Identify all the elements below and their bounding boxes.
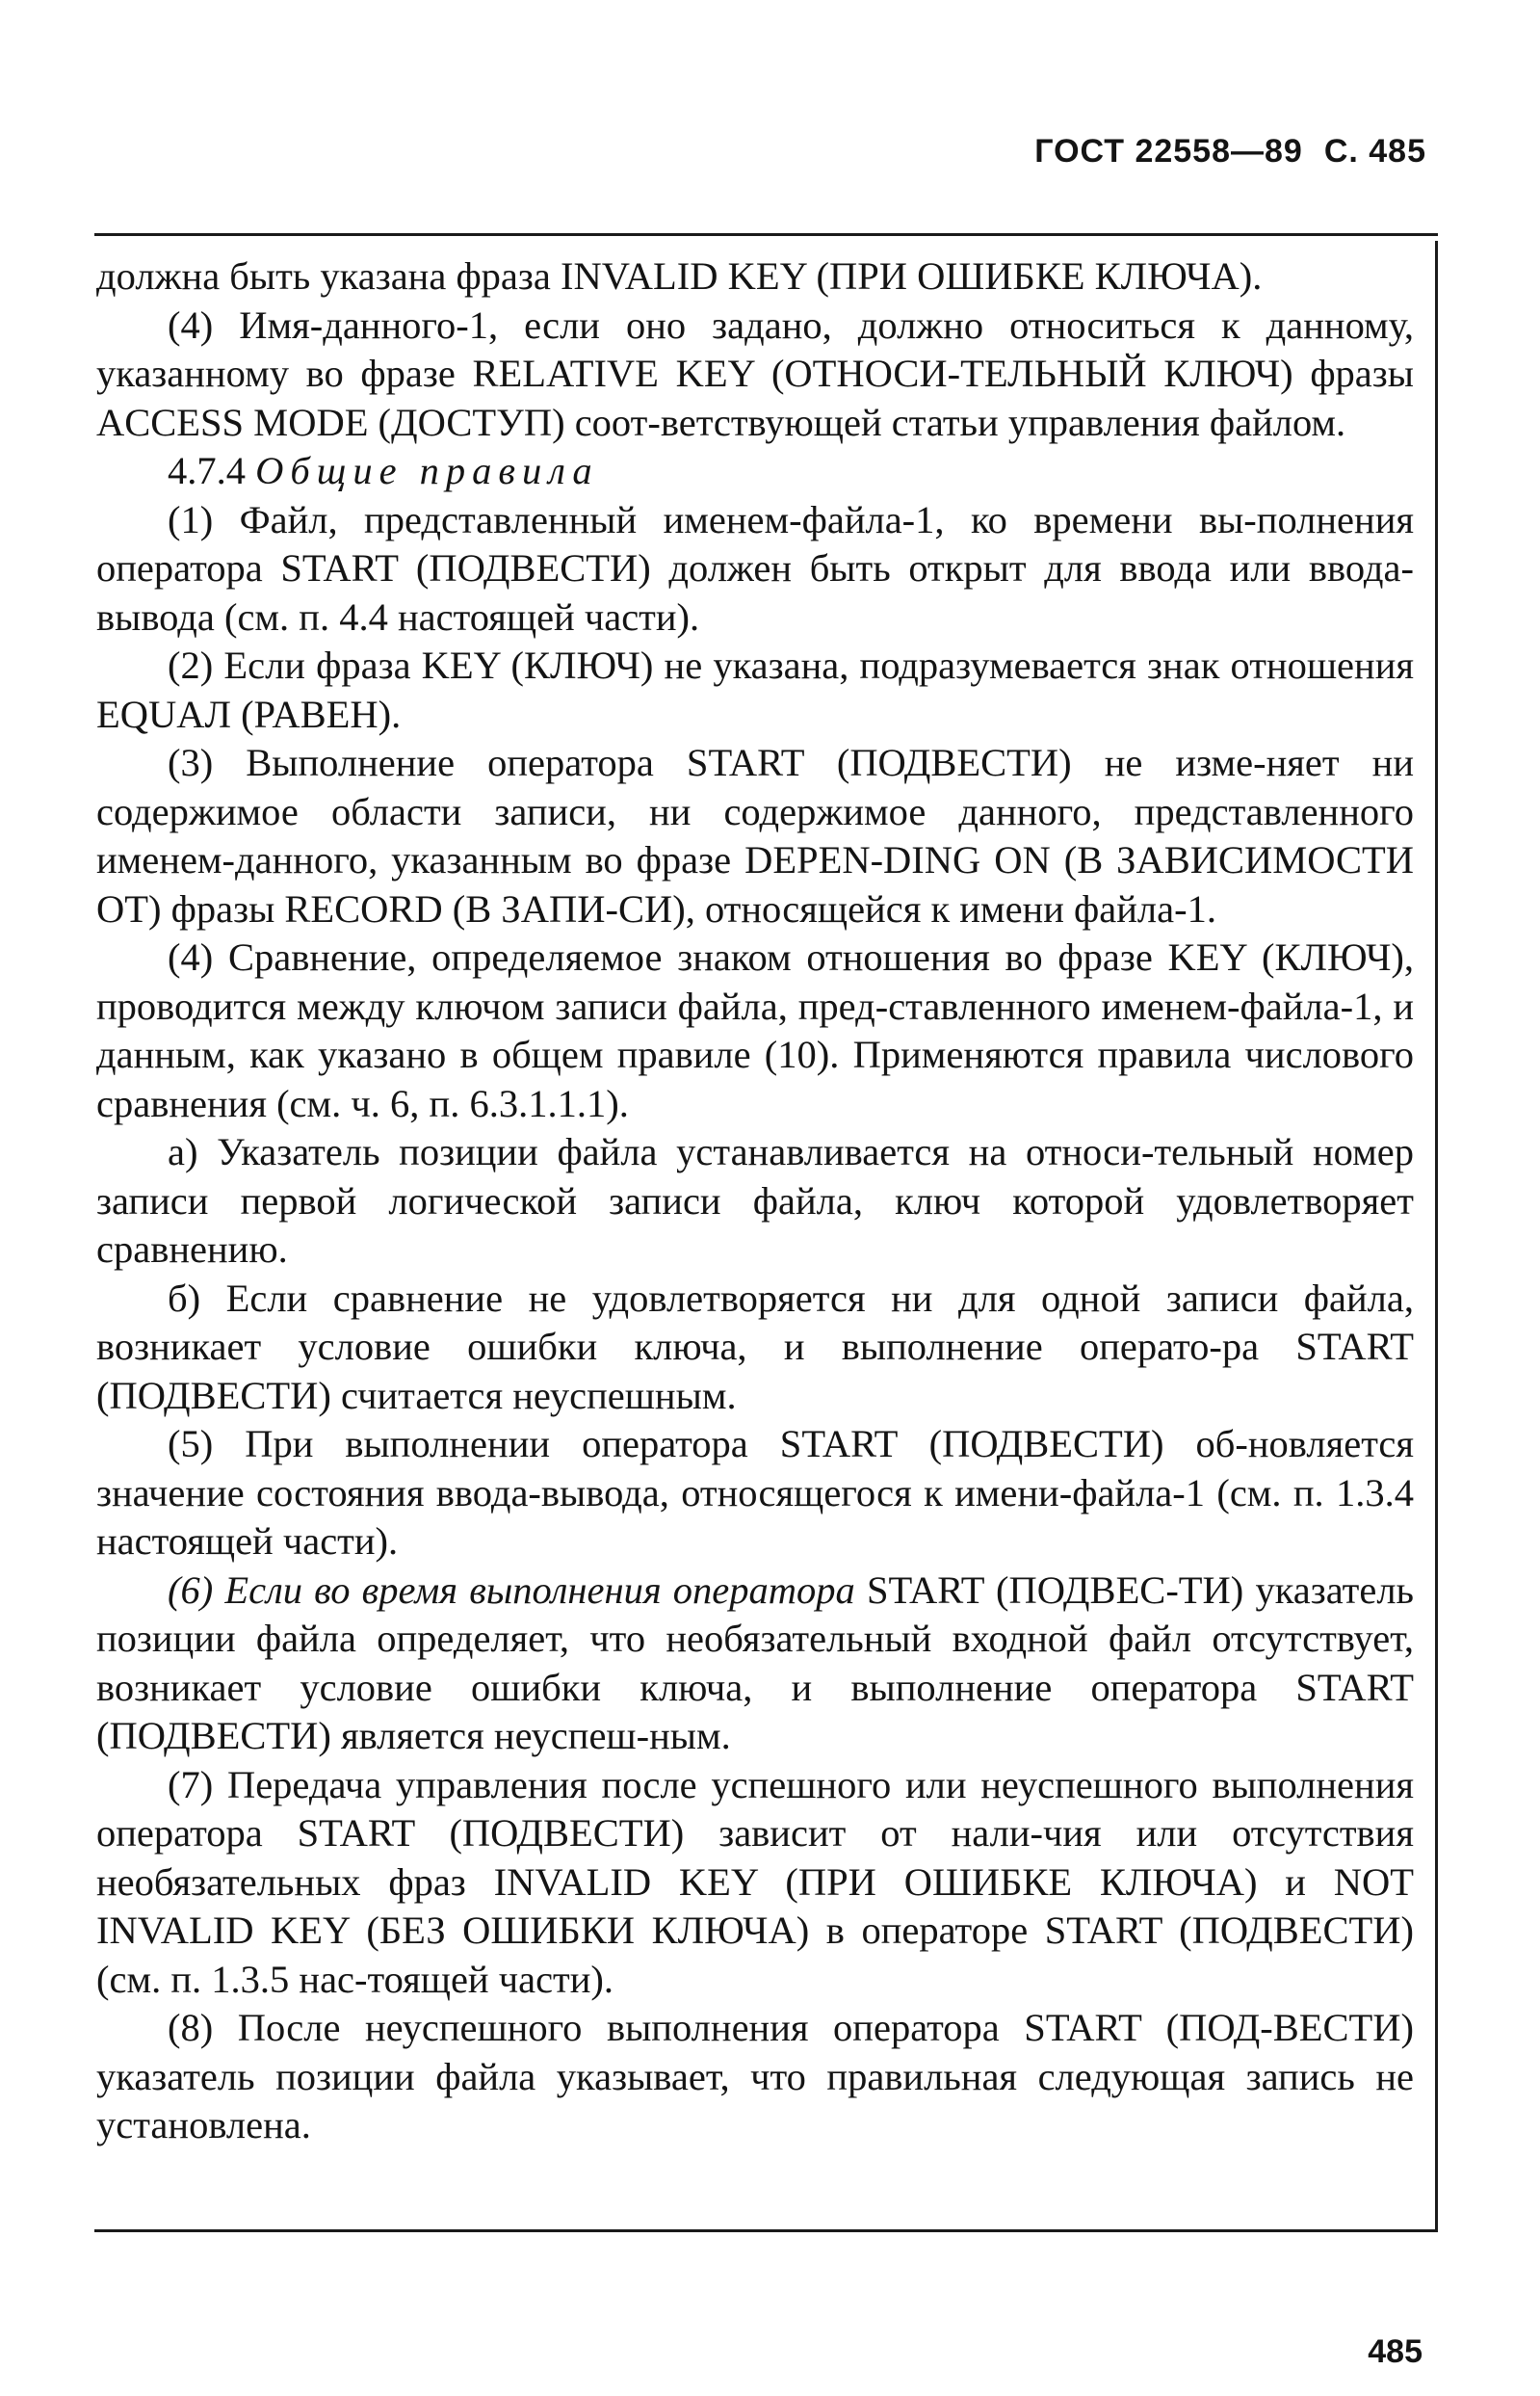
general-rule-5: (5) При выполнении оператора START (ПОДВЕСТИ) об-новляется значение состояния ввода-вывода, относящегося к имени-файла-1 (см. п. 1.3.4 настоящей части).: [96, 1422, 1414, 1563]
section-heading: [96, 447, 1414, 496]
rule-6-italic-lead: (6) Если во время выполнения оператора: [168, 1567, 855, 1612]
section-number: 4.7.4: [168, 449, 246, 492]
general-rule-7: (7) Передача управления после успешного или неуспешного выполнения оператора START (ПОДВЕСТИ) зависит от нали-чия или отсутствия необязательных фраз INVALID KEY (ПРИ ОШИБКЕ КЛЮЧА) и NOT INVALID KEY (БЕЗ ОШИБКИ КЛЮЧА) в операторе START (ПОДВЕСТИ) (см. п. 1.3.5 нас-тоящей части).: [96, 1762, 1414, 2001]
page-body: [96, 252, 1414, 2150]
general-rule-8: (8) После неуспешного выполнения оператора START (ПОД-ВЕСТИ) указатель позиции файла указывает, что правильная следующая запись не установлена.: [96, 2006, 1414, 2146]
general-rule-4a: а) Указатель позиции файла устанавливается на относи-тельный номер записи первой логической записи файла, ключ которой удовлетворяет сравнению.: [96, 1130, 1414, 1271]
general-rule-2: (2) Если фраза KEY (КЛЮЧ) не указана, подразумевается знак отношения EQUAЛ (PABEH).: [96, 644, 1414, 736]
rule-6-rest: START (ПОДВЕС-ТИ) указатель позиции файла определяет, что необязательный входной файл отсутствует, возникает условие ошибки ключа, и выполнение оператора START (ПОДВЕСТИ) является неуспеш-ным.: [96, 1567, 1415, 1757]
general-rule-1: (1) Файл, представленный именем-файла-1, ко времени вы-полнения оператора START (ПОДВЕСТИ) должен быть открыт для ввода или ввода-вывода (см. п. 4.4 настоящей части).: [96, 497, 1414, 639]
standard-code: ГОСТ 22558—89: [1034, 133, 1303, 170]
paragraph-rule-4-name: (4) Имя-данного-1, если оно задано, должно относиться к данному, указанному во фразе RELATIVE KEY (ОТНОСИ-ТЕЛЬНЫЙ КЛЮЧ) фразы ACCESS MODE (ДОСТУП) соот-ветствующей статьи управления файлом.: [96, 303, 1414, 444]
general-rule-4b: б) Если сравнение не удовлетворяется ни для одной записи файла, возникает условие ошибки ключа, и выполнение операто-ра START (ПОДВЕСТИ) считается неуспешным.: [96, 1276, 1414, 1417]
running-header: [1034, 133, 1426, 171]
section-title: Общие правила: [255, 449, 599, 492]
page-reference: С. 485: [1323, 133, 1426, 170]
general-rule-3: (3) Выполнение оператора START (ПОДВЕСТИ) не изме-няет ни содержимое области записи, ни содержимое данного, представленного именем-данного, указанным во фразе DEPEN-DING ON (В ЗАВИСИМОСТИ ОТ) фразы RECORD (В ЗАПИ-СИ), относящейся к имени файла-1.: [96, 741, 1414, 931]
bottom-frame-rule: [94, 2229, 1438, 2232]
general-rule-6: [96, 1567, 1414, 1761]
top-frame-rule: [94, 233, 1438, 236]
paragraph-continuation: должна быть указана фраза INVALID KEY (ПРИ ОШИБКЕ КЛЮЧА).: [96, 254, 1263, 298]
right-frame-rule: [1435, 241, 1438, 2230]
page-number: 485: [1368, 2333, 1423, 2370]
general-rule-4: (4) Сравнение, определяемое знаком отношения во фразе KEY (КЛЮЧ), проводится между ключом записи файла, пред-ставленного именем-файла-1, и данным, как указано в общем правиле (10). Применяются правила числового сравнения (см. ч. 6, п. 6.3.1.1.1).: [96, 935, 1414, 1125]
